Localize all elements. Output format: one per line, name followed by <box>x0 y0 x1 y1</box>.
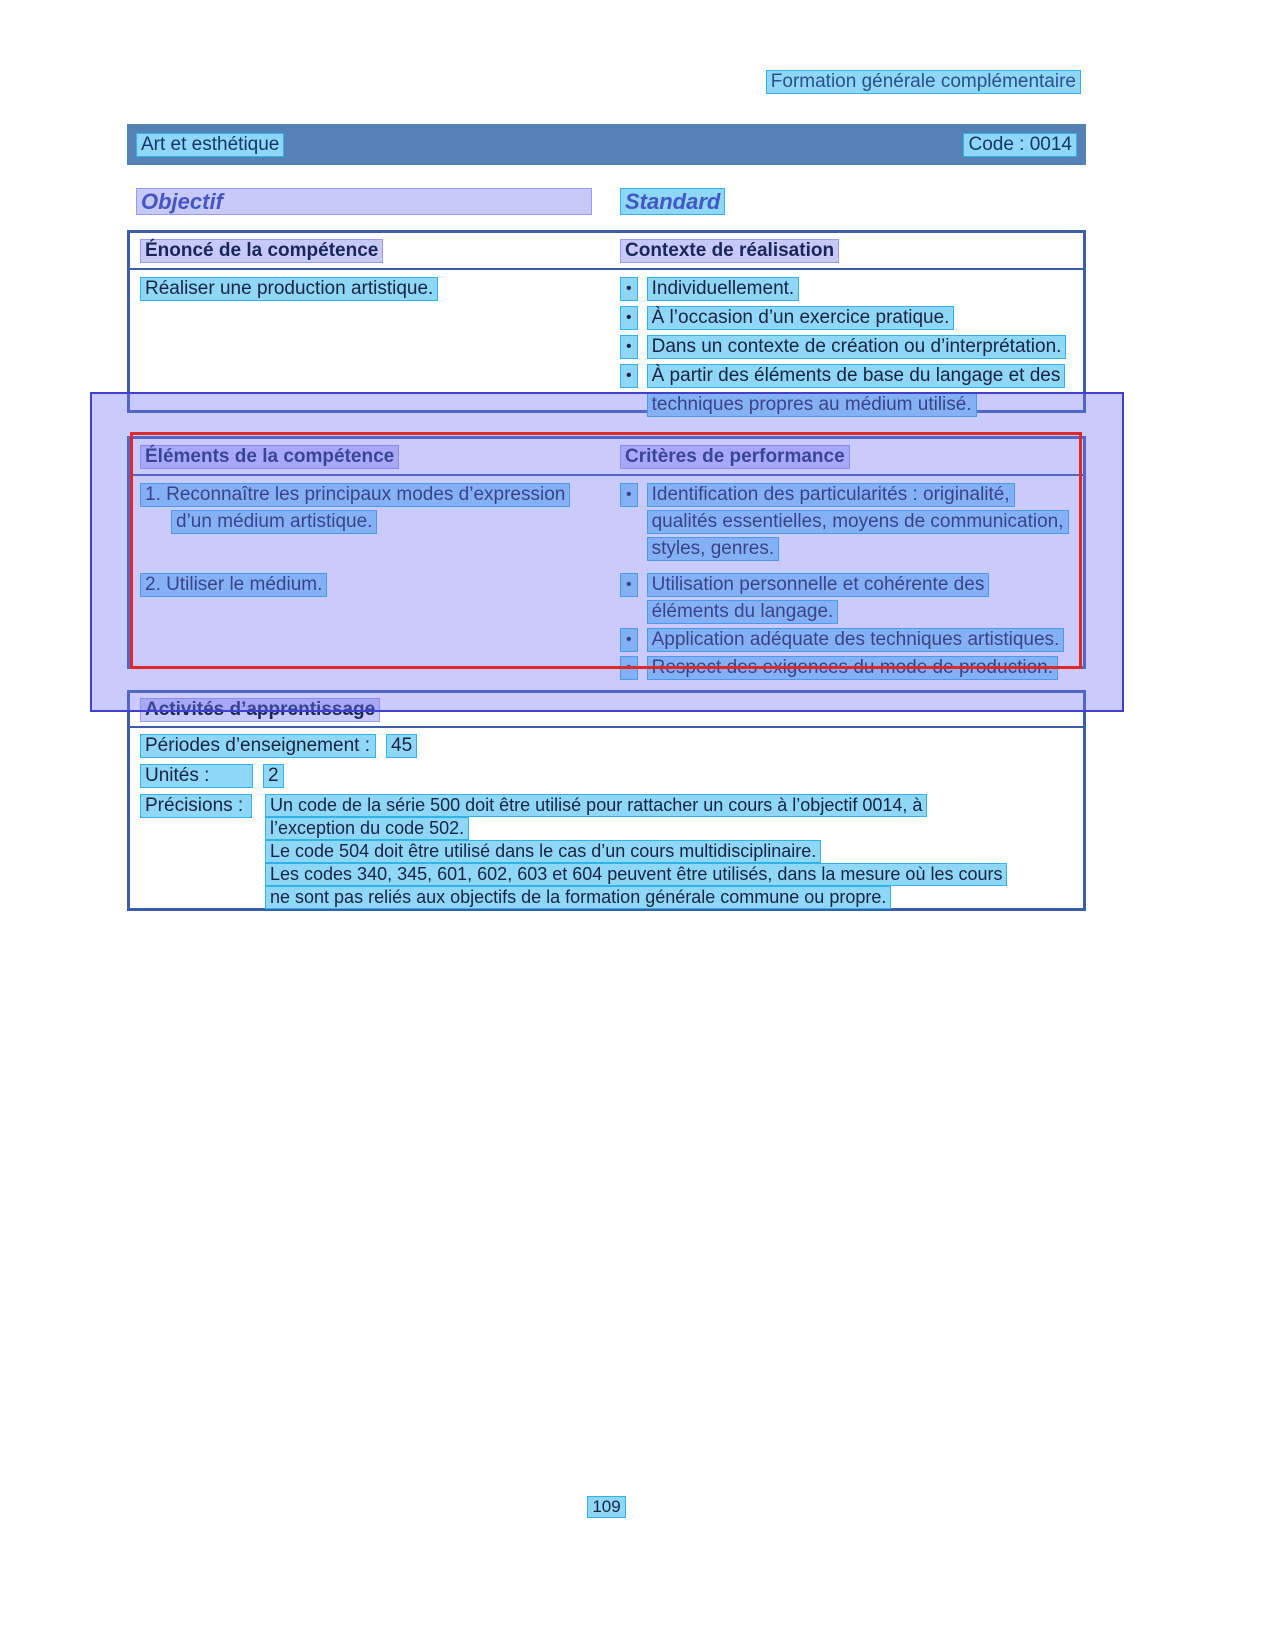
list-item <box>620 364 1073 422</box>
elements-table-body <box>130 476 1083 684</box>
list-item-text: éléments du langage. <box>647 600 839 624</box>
list-item <box>620 277 1073 306</box>
table3-header: Activités d’apprentissage <box>140 698 380 722</box>
course-banner <box>127 124 1086 165</box>
objectif-heading: Objectif <box>136 188 592 215</box>
bullet-icon: • <box>620 364 638 388</box>
list-item-text: Application adéquate des techniques artistiques. <box>647 628 1065 652</box>
competence-statement: Réaliser une production artistique. <box>140 277 438 301</box>
list-item <box>620 483 1073 564</box>
table2-header-left: Éléments de la compétence <box>140 445 399 469</box>
unites-label: Unités : <box>140 764 253 788</box>
list-item <box>620 656 1073 683</box>
list-item-text: Dans un contexte de création ou d’interprétation. <box>647 335 1067 359</box>
bullet-icon: • <box>620 483 638 507</box>
list-item-text: À l’occasion d’un exercice pratique. <box>647 306 955 330</box>
banner-course-code: Code : 0014 <box>963 133 1077 157</box>
bullet-icon: • <box>620 277 638 301</box>
list-item <box>620 335 1073 364</box>
list-item-text: styles, genres. <box>647 537 780 561</box>
list-item-text: Individuellement. <box>647 277 800 301</box>
standard-heading: Standard <box>620 188 725 215</box>
page-footer <box>127 1496 1086 1518</box>
activites-table-body <box>130 734 1083 909</box>
list-item <box>620 628 1073 655</box>
table-row <box>130 573 1083 684</box>
list-item-text: Utilisation personnelle et cohérente des <box>647 573 990 597</box>
list-item <box>620 573 1073 627</box>
element-item-text: 1. Reconnaître les principaux modes d’expression <box>140 483 570 507</box>
bullet-icon: • <box>620 573 638 597</box>
banner-course-title: Art et esthétique <box>136 133 284 157</box>
periodes-value: 45 <box>386 734 417 758</box>
page-number: 109 <box>587 1496 625 1518</box>
table-row <box>130 483 1083 565</box>
precisions-text: Les codes 340, 345, 601, 602, 603 et 604 peuvent être utilisés, dans la mesure où les cours <box>265 863 1007 886</box>
list-item-text: Identification des particularités : originalité, <box>647 483 1015 507</box>
elements-table-header <box>130 439 1083 476</box>
periodes-label: Périodes d’enseignement : <box>140 734 376 758</box>
competence-table <box>127 230 1086 413</box>
table1-header-right: Contexte de réalisation <box>620 239 839 263</box>
element-item-text: 2. Utiliser le médium. <box>140 573 327 597</box>
table1-header-left: Énoncé de la compétence <box>140 239 383 263</box>
elements-table <box>127 436 1086 678</box>
precisions-label: Précisions : <box>140 794 252 818</box>
unites-row <box>130 764 1083 788</box>
list-item-text: qualités essentielles, moyens de communication, <box>647 510 1069 534</box>
periodes-row <box>130 734 1083 758</box>
bullet-icon: • <box>620 656 638 680</box>
activites-table-header <box>130 693 1083 728</box>
unites-value: 2 <box>263 764 284 788</box>
element-item-text: d’un médium artistique. <box>171 510 377 534</box>
list-item-text: Respect des exigences du mode de production. <box>647 656 1058 680</box>
precisions-text: l’exception du code 502. <box>265 817 469 840</box>
doc-header-title: Formation générale complémentaire <box>766 70 1081 94</box>
precisions-text: ne sont pas reliés aux objectifs de la formation générale commune ou propre. <box>265 886 891 909</box>
precisions-text: Le code 504 doit être utilisé dans le cas d’un cours multidisciplinaire. <box>265 840 821 863</box>
list-item-text: À partir des éléments de base du langage et des <box>647 364 1066 388</box>
bullet-icon: • <box>620 335 638 359</box>
precisions-text: Un code de la série 500 doit être utilisé pour rattacher un cours à l’objectif 0014, à <box>265 794 927 817</box>
table2-header-right: Critères de performance <box>620 445 850 469</box>
bullet-icon: • <box>620 628 638 652</box>
competence-table-header <box>130 233 1083 270</box>
list-item-text: techniques propres au médium utilisé. <box>647 393 977 417</box>
competence-table-body <box>130 270 1083 422</box>
bullet-icon: • <box>620 306 638 330</box>
list-item <box>620 306 1073 335</box>
activites-table <box>127 690 1086 911</box>
precisions-row <box>130 794 1083 909</box>
